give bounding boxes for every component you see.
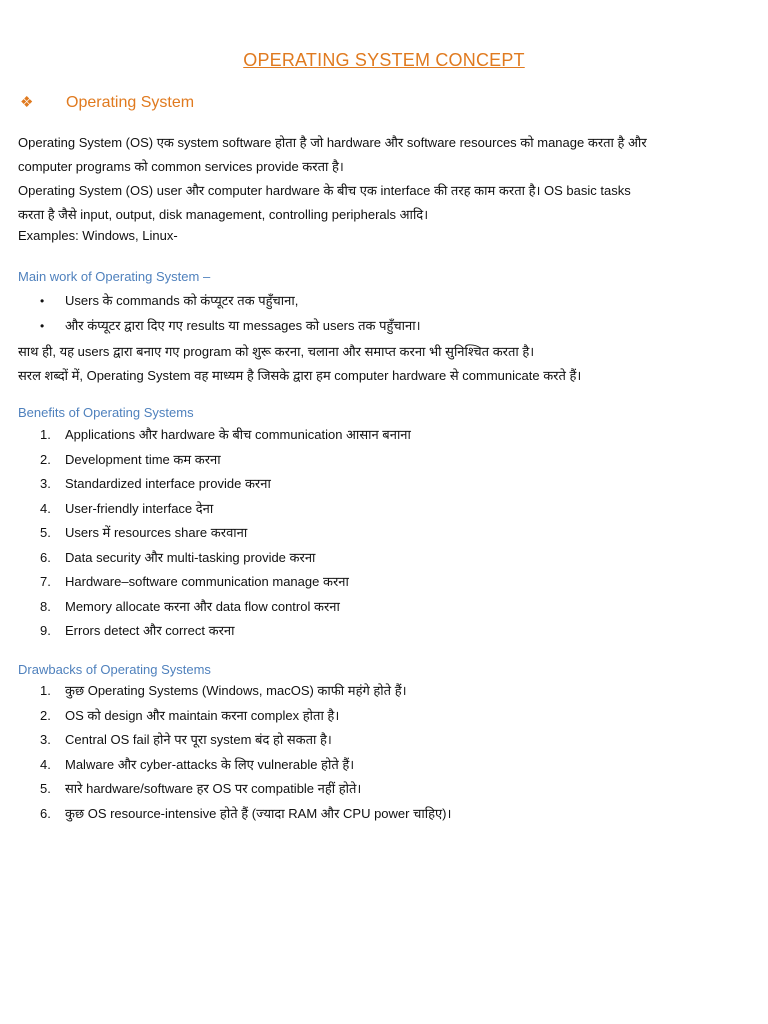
diamond-bullet-icon: ❖ — [20, 94, 34, 111]
list-item-number: 6. — [40, 549, 51, 565]
main-work-paragraph — [18, 340, 753, 388]
list-item-text: Standardized interface provide करना — [65, 476, 271, 491]
list-item-text: Development time कम करना — [65, 451, 221, 467]
list-item-text: Applications और hardware के बीच communication आसान बनाना — [65, 427, 411, 442]
list-item-number: 2. — [40, 451, 51, 467]
list-item-text: Errors detect और correct करना — [65, 623, 235, 638]
list-item — [40, 472, 411, 497]
list-item-number: 5. — [40, 781, 51, 796]
list-item-number: 8. — [40, 598, 51, 614]
intro-line: computer programs को common services provide करता है। — [18, 159, 344, 174]
list-item — [40, 546, 411, 571]
benefits-heading: Benefits of Operating Systems — [18, 405, 194, 420]
list-item — [40, 314, 421, 339]
list-item — [40, 570, 411, 595]
list-item-number: 7. — [40, 574, 51, 589]
section-heading — [20, 93, 194, 112]
list-item — [40, 448, 411, 473]
drawbacks-heading: Drawbacks of Operating Systems — [18, 662, 211, 677]
intro-line: करता है जैसे input, output, disk management, controlling peripherals आदि। — [18, 207, 429, 222]
section-heading-text: Operating System — [66, 94, 195, 111]
intro-paragraph — [18, 131, 753, 245]
list-item-text: Malware और cyber-attacks के लिए vulnerable होते हैं। — [65, 756, 355, 772]
list-item — [40, 619, 411, 644]
list-item — [40, 595, 411, 620]
list-item-text: Users के commands को कंप्यूटर तक पहुँचाना, — [65, 293, 299, 308]
list-item-text: और कंप्यूटर द्वारा दिए गए results या messages को users तक पहुँचाना। — [65, 317, 421, 333]
list-item-text: Data security और multi-tasking provide करना — [65, 549, 316, 565]
list-item-text: कुछ Operating Systems (Windows, macOS) काफी महंगे होते हैं। — [65, 683, 407, 698]
list-item-text: सारे hardware/software हर OS पर compatible नहीं होते। — [65, 781, 362, 796]
paragraph-line: साथ ही, यह users द्वारा बनाए गए program को शुरू करना, चलाना और समाप्त करना भी सुनिश्चित करता है। — [18, 344, 535, 359]
list-item — [40, 423, 411, 448]
list-item — [40, 728, 451, 753]
list-item-number: 1. — [40, 683, 51, 698]
main-work-heading: Main work of Operating System – — [18, 269, 211, 284]
page-title: OPERATING SYSTEM CONCEPT — [243, 50, 525, 70]
list-item-number: 1. — [40, 427, 51, 442]
bullet-dot-icon: • — [40, 294, 45, 308]
list-item — [40, 679, 451, 704]
list-item-text: Central OS fail होने पर पूरा system बंद हो सकता है। — [65, 732, 332, 747]
intro-line: Operating System (OS) एक system software होता है जो hardware और software resources को manage करता है और — [18, 135, 647, 150]
list-item-text: OS को design और maintain करना complex होता है। — [65, 707, 340, 723]
list-item-text: Users में resources share करवाना — [65, 525, 248, 540]
list-item — [40, 753, 451, 778]
list-item — [40, 289, 421, 314]
list-item-number: 9. — [40, 623, 51, 638]
main-work-bullet-list — [40, 289, 421, 338]
list-item-text: Memory allocate करना और data flow control करना — [65, 598, 340, 614]
intro-line: Operating System (OS) user और computer hardware के बीच एक interface की तरह काम करता है। OS basic tasks — [18, 183, 631, 198]
list-item — [40, 777, 451, 802]
benefits-list — [40, 423, 411, 644]
drawbacks-list — [40, 679, 451, 826]
list-item-number: 3. — [40, 476, 51, 491]
list-item-text: Hardware–software communication manage करना — [65, 574, 349, 589]
list-item — [40, 704, 451, 729]
list-item-number: 2. — [40, 707, 51, 723]
list-item-number: 5. — [40, 525, 51, 540]
bullet-dot-icon: • — [40, 318, 45, 333]
paragraph-line: सरल शब्दों में, Operating System वह माध्यम है जिसके द्वारा हम computer hardware से communicate करते हैं। — [18, 368, 582, 383]
list-item-number: 6. — [40, 805, 51, 821]
list-item-text: User-friendly interface देना — [65, 500, 214, 516]
list-item-number: 3. — [40, 732, 51, 747]
intro-line: Examples: Windows, Linux- — [18, 228, 178, 243]
list-item — [40, 521, 411, 546]
list-item-number: 4. — [40, 500, 51, 516]
list-item-number: 4. — [40, 756, 51, 772]
list-item — [40, 802, 451, 827]
list-item — [40, 497, 411, 522]
list-item-text: कुछ OS resource-intensive होते हैं (ज्यादा RAM और CPU power चाहिए)। — [65, 805, 452, 821]
